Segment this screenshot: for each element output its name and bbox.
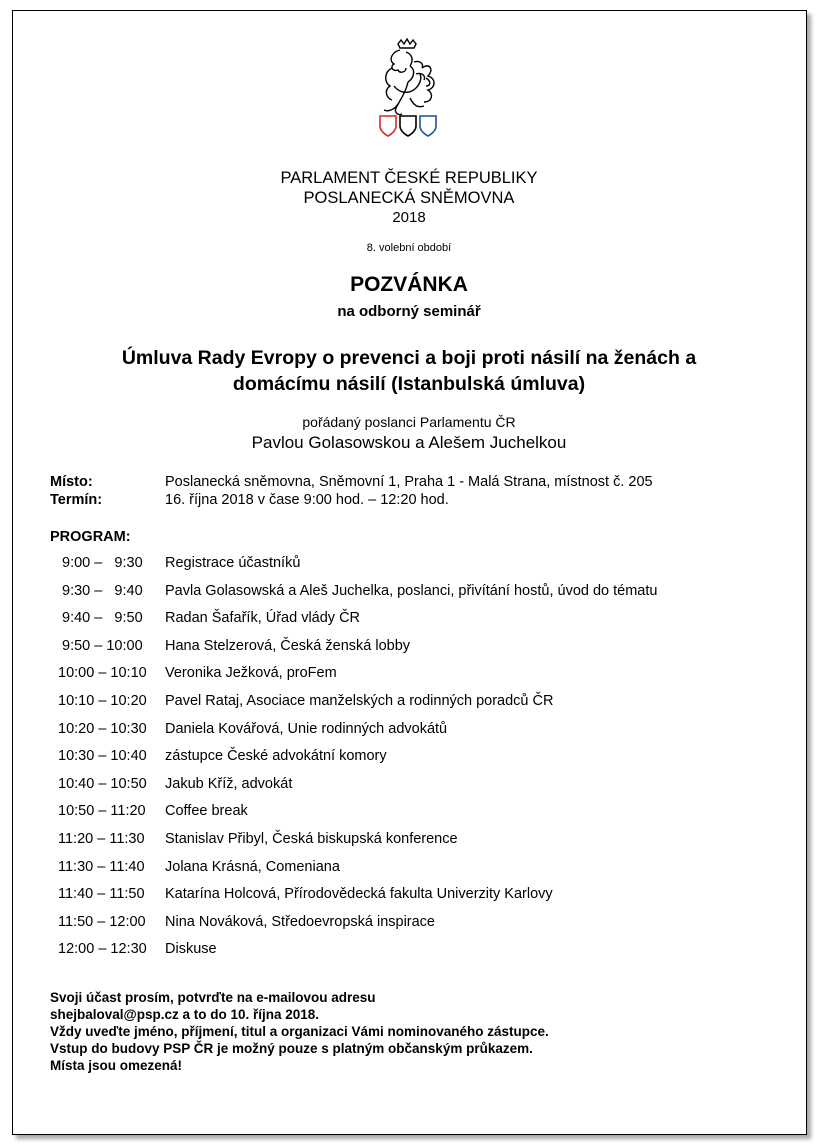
program-time: 9:30 – 9:40: [58, 582, 143, 599]
program-time: 11:40 – 11:50: [58, 886, 145, 903]
chamber-emblem-logo: [370, 38, 446, 138]
program-text: Coffee break: [165, 803, 248, 820]
program-text: Pavla Golasowská a Aleš Juchelka, poslanci, přivítání hostů, úvod do tématu: [165, 582, 658, 599]
place-value: Poslanecká sněmovna, Sněmovní 1, Praha 1 - Malá Strana, místnost č. 205: [165, 474, 653, 490]
date-label: Termín:: [50, 492, 103, 508]
program-text: Veronika Ježková, proFem: [165, 665, 337, 682]
program-time: 10:00 – 10:10: [58, 665, 147, 682]
invitation-title: POZVÁNKA: [350, 273, 468, 296]
notice-line3: Vždy uveďte jméno, příjmení, titul a organizaci Vámi nominovaného zástupce.: [50, 1024, 549, 1039]
program-item: [0, 555, 818, 575]
program-time: 10:10 – 10:20: [58, 693, 147, 709]
seminar-topic-line2: domácímu násilí (Istanbulská úmluva): [232, 373, 586, 395]
notice-line1: Svoji účast prosím, potvrďte na e-mailovou adresu: [50, 990, 376, 1005]
notice-line5: Místa jsou omezená!: [50, 1058, 183, 1073]
program-text: Nina Nováková, Středoevropská inspirace: [165, 913, 435, 930]
invitation-subtitle: na odborný seminář: [337, 303, 481, 320]
program-item: [0, 665, 818, 685]
place-label: Místo:: [50, 474, 93, 490]
program-time: 9:00 – 9:30: [58, 555, 143, 571]
program-title: PROGRAM:: [50, 529, 131, 545]
program-time: 11:30 – 11:40: [58, 858, 145, 875]
program-text: Katarína Holcová, Přírodovědecká fakulta Univerzity Karlovy: [165, 886, 553, 903]
program-item: [0, 914, 818, 934]
date-value: 16. října 2018 v čase 9:00 hod. – 12:20 hod.: [165, 492, 449, 508]
term-label: 8. volební období: [366, 242, 452, 254]
program-item: [0, 748, 818, 768]
program-text: Radan Šafařík, Úřad vlády ČR: [165, 610, 361, 627]
program-time: 10:20 – 10:30: [58, 720, 147, 737]
hosts-names: Pavlou Golasowskou a Alešem Juchelkou: [251, 433, 567, 452]
program-item: [0, 831, 818, 851]
program-item: [0, 721, 818, 741]
notice-email-line: shejbaloval@psp.cz a to do 10. října 2018.: [50, 1007, 320, 1022]
seminar-topic-line1: Úmluva Rady Evropy o prevenci a boji proti násilí na ženách a: [121, 347, 697, 369]
program-item: [0, 941, 818, 961]
program-text: zástupce České advokátní komory: [165, 748, 387, 765]
program-item: [0, 583, 818, 603]
program-time: 10:30 – 10:40: [58, 748, 147, 765]
program-text: Pavel Rataj, Asociace manželských a rodinných poradců ČR: [165, 693, 554, 709]
year-label: 2018: [392, 209, 426, 226]
program-text: Daniela Kovářová, Unie rodinných advokátů: [165, 720, 448, 737]
program-item: [0, 610, 818, 630]
organized-by: pořádaný poslanci Parlamentu ČR: [302, 414, 516, 430]
program-item: [0, 693, 818, 713]
institution-line1: PARLAMENT ČESKÉ REPUBLIKY: [280, 169, 538, 187]
program-time: 9:40 – 9:50: [58, 610, 143, 627]
program-time: 9:50 – 10:00: [58, 637, 143, 654]
program-text: Diskuse: [165, 941, 217, 958]
institution-line2: POSLANECKÁ SNĚMOVNA: [303, 189, 515, 207]
registration-notice: [50, 989, 549, 1074]
program-time: 10:40 – 10:50: [58, 775, 147, 792]
program-time: 11:50 – 12:00: [58, 913, 146, 930]
program-text: Jolana Krásná, Comeniana: [165, 858, 340, 875]
program-time: 12:00 – 12:30: [58, 941, 147, 958]
program-item: [0, 886, 818, 906]
program-item: [0, 803, 818, 823]
program-item: [0, 638, 818, 658]
program-time: 10:50 – 11:20: [58, 803, 146, 820]
program-time: 11:20 – 11:30: [58, 831, 145, 847]
program-item: [0, 776, 818, 796]
program-text: Registrace účastníků: [165, 555, 301, 571]
program-text: Stanislav Přibyl, Česká biskupská konference: [165, 831, 458, 847]
notice-line4: Vstup do budovy PSP ČR je možný pouze s platným občanským průkazem.: [50, 1041, 533, 1056]
program-item: [0, 859, 818, 879]
program-text: Hana Stelzerová, Česká ženská lobby: [165, 637, 411, 654]
program-text: Jakub Kříž, advokát: [165, 775, 293, 792]
